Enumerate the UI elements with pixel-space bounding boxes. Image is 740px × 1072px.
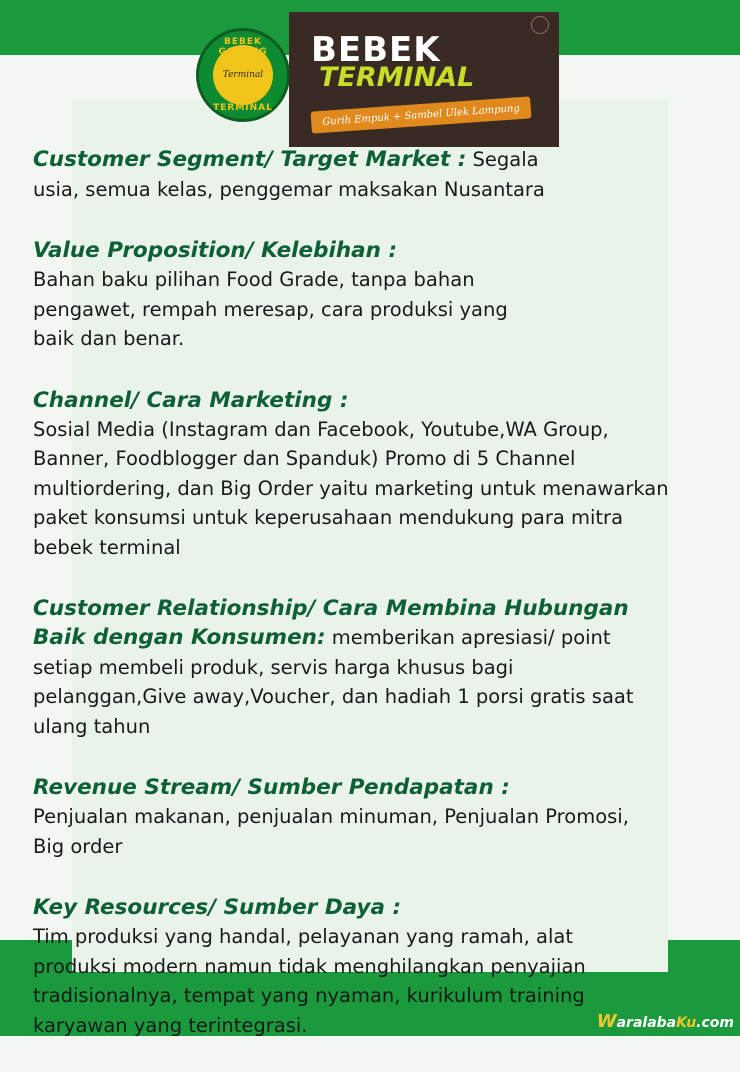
section-body-line: Tim produksi yang handal, pelayanan yang ramah, alat (33, 925, 574, 948)
watermark-domain: .com (696, 1015, 734, 1031)
bebek-terminal-brand-banner (289, 12, 559, 147)
logo-ring-bottom-text: TERMINAL (213, 103, 273, 113)
logo-center-text: Terminal (222, 70, 264, 80)
section-body-line: Banner, Foodblogger dan Spanduk) Promo di 5 Channel (33, 447, 576, 470)
watermark-ku: Ku (676, 1015, 697, 1031)
section-heading: Customer Relationship/ Cara Membina Hubungan (33, 596, 629, 621)
section-body-line: Sosial Media (Instagram dan Facebook, Youtube,WA Group, (33, 417, 609, 441)
brand-badge-icon (531, 16, 549, 34)
section-body-line: karyawan yang terintegrasi. (33, 1013, 308, 1037)
section-body-line: Bahan baku pilihan Food Grade, tanpa bahan (33, 268, 475, 291)
section-customer-segment (33, 145, 723, 204)
section-heading: Customer Segment/ Target Market : (33, 147, 467, 172)
section-value-proposition (33, 236, 723, 354)
section-body-line: bebek terminal (33, 535, 181, 559)
bebek-goreng-terminal-logo (196, 28, 290, 122)
section-customer-relationship (33, 594, 723, 741)
brand-tagline: Gurih Empuk + Sambel Ulek Lampung (321, 102, 521, 128)
section-body-line: multiordering, dan Big Order yaitu marketing untuk menawarkan (33, 476, 669, 500)
section-body-line: Penjualan makanan, penjualan minuman, Penjualan Promosi, (33, 805, 629, 828)
logo-ring-top-text: BEBEK GORENG (218, 37, 268, 57)
section-first-line (33, 145, 723, 175)
section-heading: Channel/ Cara Marketing : (33, 387, 349, 413)
brand-tagline-ribbon (311, 96, 532, 133)
brand-line-2: TERMINAL (319, 62, 475, 93)
section-body-line: baik dan benar. (33, 327, 185, 350)
business-model-content (33, 145, 723, 1072)
section-heading: Value Proposition/ Kelebihan : (33, 238, 398, 263)
section-body-line: pengawet, rempah meresap, cara produksi yang (33, 297, 508, 321)
section-body-line: paket konsumsi untuk keperusahaan mendukung para mitra (33, 506, 624, 529)
section-body-line: produksi modern namun tidak menghilangkan penyajian (33, 954, 586, 978)
section-heading: Key Resources/ Sumber Daya : (33, 895, 402, 920)
section-body-line: usia, semua kelas, penggemar maksakan Nusantara (33, 177, 545, 201)
waralabaku-watermark (597, 1011, 734, 1032)
section-body-text: memberikan apresiasi/ point (325, 626, 611, 649)
section-body-line: Big order (33, 834, 123, 858)
section-body-line: ulang tahun (33, 714, 151, 738)
section-revenue-stream (33, 773, 723, 861)
section-heading-line-2 (33, 623, 723, 653)
section-channel (33, 386, 723, 563)
section-body-line: setiap membeli produk, servis harga khusus bagi (33, 655, 514, 679)
brand-line-1: BEBEK (311, 30, 441, 70)
section-body-line: pelanggan,Give away,Voucher, dan hadiah 1 porsi gratis saat (33, 685, 634, 708)
section-body-line: tradisionalnya, tempat yang nyaman, kurikulum training (33, 984, 585, 1007)
section-body-text: Segala (466, 148, 539, 171)
watermark-mid: aralaba (616, 1015, 677, 1031)
section-heading-part-2: Baik dengan Konsumen: (33, 625, 326, 650)
section-heading: Revenue Stream/ Sumber Pendapatan : (33, 775, 510, 800)
watermark-w: W (596, 1011, 617, 1032)
